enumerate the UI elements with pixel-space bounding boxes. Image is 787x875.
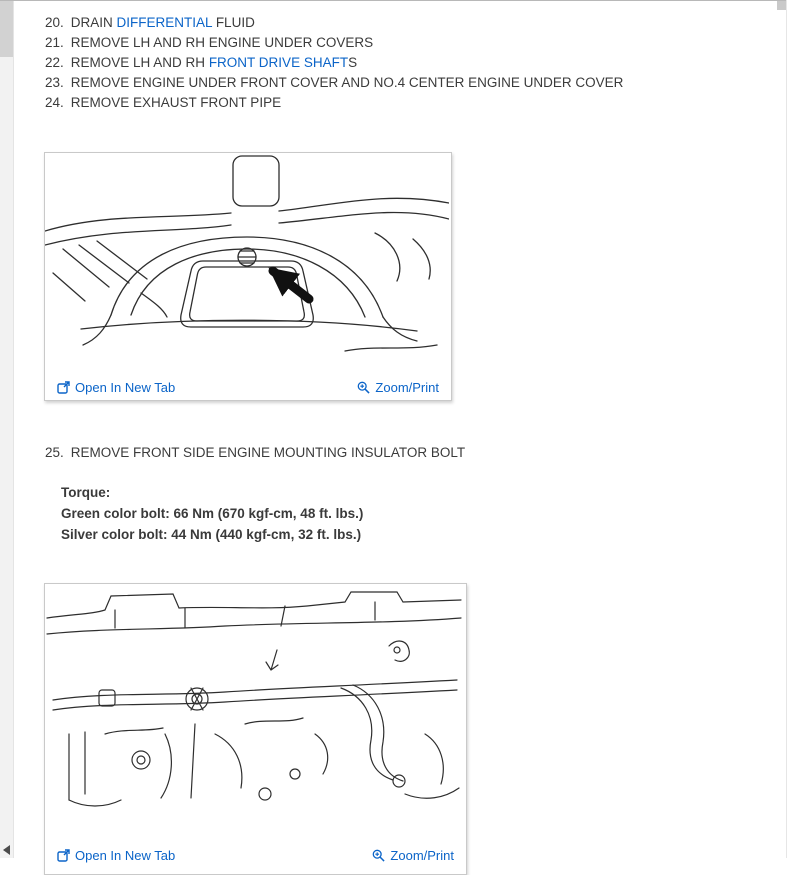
left-arrow-icon: [3, 845, 10, 855]
figure-toolbar: [45, 374, 451, 400]
window-top-border: [0, 0, 787, 1]
step-number: 21.: [45, 35, 64, 50]
zoom-print-link[interactable]: [357, 380, 439, 395]
figure-panel-mounting-bolt: [44, 583, 467, 875]
diagram-engine-mounting: [45, 584, 464, 840]
step-text: REMOVE FRONT SIDE ENGINE MOUNTING INSULATOR BOLT: [70, 445, 466, 460]
zoom-print-label: Zoom/Print: [375, 379, 439, 395]
torque-heading: Torque:: [61, 485, 111, 500]
drain-plug: [238, 248, 256, 266]
open-in-new-tab-label: Open In New Tab: [75, 379, 176, 395]
step-number: 25.: [45, 445, 64, 460]
step-text: REMOVE LH AND RH: [70, 55, 209, 70]
open-in-new-tab-link[interactable]: [57, 848, 175, 863]
zoom-print-label: Zoom/Print: [390, 847, 454, 863]
step-number: 24.: [45, 95, 64, 110]
step-25: [45, 443, 465, 463]
figure-toolbar: [45, 842, 466, 868]
external-link-icon: [57, 381, 70, 394]
torque-silver-bolt: Silver color bolt: 44 Nm (440 kgf-cm, 32 ft. lbs.): [61, 527, 362, 542]
step-number: 20.: [45, 15, 64, 30]
open-in-new-tab-label: Open In New Tab: [75, 847, 176, 863]
step-text: S: [348, 55, 358, 70]
procedure-steps: [45, 13, 623, 113]
zoom-print-link[interactable]: [372, 848, 454, 863]
step-text: FLUID: [212, 15, 255, 30]
step-20: [45, 13, 623, 33]
step-22: [45, 53, 623, 73]
diagram-differential-drain-plug: [45, 153, 449, 372]
torque-green-bolt: Green color bolt: 66 Nm (670 kgf-cm, 48 ft. lbs.): [61, 506, 364, 521]
step-text: REMOVE ENGINE UNDER FRONT COVER AND NO.4 CENTER ENGINE UNDER COVER: [70, 75, 624, 90]
external-link-icon: [57, 849, 70, 862]
step-number: 22.: [45, 55, 64, 70]
front-drive-shaft-link[interactable]: FRONT DRIVE SHAFT: [208, 55, 349, 70]
step-21: [45, 33, 623, 53]
step-text: DRAIN: [70, 15, 117, 30]
vertical-scrollbar[interactable]: [0, 1, 14, 858]
magnifier-plus-icon: [372, 849, 385, 862]
torque-spec: [61, 482, 363, 545]
scrollbar-button[interactable]: [0, 841, 13, 858]
step-number: 23.: [45, 75, 64, 90]
step-text: REMOVE EXHAUST FRONT PIPE: [70, 95, 282, 110]
magnifier-plus-icon: [357, 381, 370, 394]
scrollbar-thumb[interactable]: [0, 1, 13, 57]
step-24: [45, 93, 623, 113]
figure-panel-drain-plug: [44, 152, 452, 401]
differential-link[interactable]: DIFFERENTIAL: [116, 15, 213, 30]
step-23: [45, 73, 623, 93]
open-in-new-tab-link[interactable]: [57, 380, 175, 395]
step-text: REMOVE LH AND RH ENGINE UNDER COVERS: [70, 35, 374, 50]
